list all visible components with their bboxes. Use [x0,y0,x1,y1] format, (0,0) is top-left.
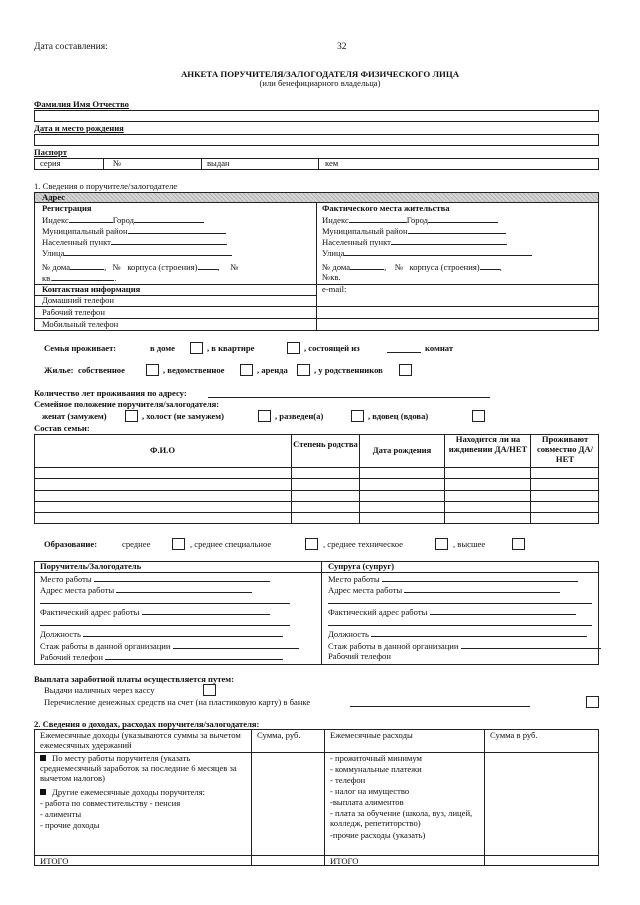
g-work-address-label: Адрес места работы [40,585,115,595]
family-col-relation: Степень родства [293,439,358,449]
birth-input[interactable] [34,134,599,146]
income-item-1: По месту работы поручителя (указать среднемесячный заработок за последние 6 месяцев за вычетом налогов) [40,753,237,783]
reg-apt-label: кв. [42,273,53,283]
address-header: Адрес [42,192,66,202]
family-row[interactable] [34,512,599,513]
act-building-no: № [394,262,404,272]
act-settlement-input[interactable] [391,237,507,245]
g-actual-address-input[interactable] [142,607,270,615]
spouse-header: Супруга (супруг) [328,561,395,571]
page-number: 32 [337,42,347,52]
reg-house-label: № дома [42,262,71,272]
income-header: Ежемесячные доходы (указываются суммы за вычетом ежемесячных удержаний [40,730,241,750]
salary-cash-checkbox[interactable] [203,684,216,696]
work-phone-label: Рабочий телефон [42,307,105,317]
act-house-input[interactable] [350,262,384,270]
family-row[interactable] [34,501,599,502]
g-work-address-input[interactable] [116,585,252,593]
reg-street-label: Улица [42,248,65,258]
section1-title: 1. Сведения о поручителе/залогодателе [34,181,178,191]
g-work-phone-input[interactable] [105,652,283,660]
living-house-label: в доме [150,343,175,353]
housing-relatives-checkbox[interactable] [399,364,412,376]
s-actual-address-input-2[interactable] [328,618,592,626]
act-index-input[interactable] [349,215,407,223]
act-building-input[interactable] [480,262,500,270]
expense-item-2: - коммунальные платежи [330,764,422,774]
reg-building-input[interactable] [198,262,218,270]
income-item-2: Другие ежемесячные доходы поручителя: [52,787,206,797]
reg-index-label: Индекс [42,215,69,225]
income-item-4: - алименты [40,809,82,819]
actual-header: Фактического места жительства [322,203,450,213]
g-work-phone-label: Рабочий телефон [40,652,103,662]
reg-index-input[interactable] [69,215,113,223]
salary-label: Выплата заработной платы осуществляется путем: [34,674,235,684]
bullet-icon [40,755,46,761]
edu-secondary-label: среднее [122,539,151,549]
g-position-input[interactable] [83,629,283,637]
salary-cash-label: Выдачи наличных через кассу [44,685,155,695]
family-col-dependent: Находится ли на иждивении ДА/НЕТ [448,434,528,454]
act-house-label: № дома [322,262,351,272]
living-house-checkbox[interactable] [190,342,203,354]
salary-bank-input[interactable] [350,699,530,707]
family-col-birth: Дата рождения [372,445,432,455]
reg-house-input[interactable] [70,262,104,270]
expense-header: Ежемесячные расходы [330,730,413,740]
income-sum-header: Сумма, руб. [257,730,301,740]
living-apartment-label: , в квартире [207,343,255,353]
act-city-label: Город [406,215,429,225]
s-workplace-label: Место работы [328,574,380,584]
s-experience-label: Стаж работы в данной организации [328,641,459,651]
housing-departmental-label: , ведомственное [163,365,225,375]
reg-building-label: корпуса (строения) [127,262,198,272]
page-subtitle: (или бенефициарного владельца) [259,78,381,88]
years-living-input[interactable] [208,390,490,398]
marital-widowed-checkbox[interactable] [472,410,485,422]
contact-header: Контактная информация [42,284,141,294]
edu-special-label: , среднее специальное [190,539,272,549]
marital-label: Семейное положение поручителя/залогодателя: [34,399,220,409]
series-label: серия [40,158,61,168]
reg-settlement-input[interactable] [111,237,227,245]
guarantor-header: Поручитель/Залогодатель [40,561,142,571]
s-position-label: Должность [328,629,369,639]
years-living-label: Количество лет проживания по адресу: [34,388,187,398]
housing-rent-label: , аренда [257,365,288,375]
edu-technical-checkbox[interactable] [435,538,448,550]
family-row[interactable] [34,478,599,479]
by-label: кем [325,158,339,168]
issued-label: выдан [207,158,230,168]
g-workplace-input[interactable] [94,574,270,582]
living-apartment-checkbox[interactable] [287,342,300,354]
s-position-input[interactable] [371,629,587,637]
housing-rent-checkbox[interactable] [297,364,310,376]
salary-transfer-checkbox[interactable] [586,696,599,708]
expense-item-7: -прочие расходы (указать) [330,830,426,840]
s-work-phone-label: Рабочий телефон [328,651,391,661]
education-label: Образование: [44,539,98,549]
s-workplace-input[interactable] [382,574,578,582]
act-city-input[interactable] [428,215,498,223]
g-experience-input[interactable] [173,641,299,649]
reg-municipal-label: Муниципальный район [42,226,128,236]
family-col-fio: Ф.И.О [149,445,176,455]
living-consisting-label: , состоящей из [304,343,360,353]
housing-departmental-checkbox[interactable] [240,364,253,376]
g-actual-address-input-2[interactable] [40,618,290,626]
act-building-label: корпуса (строения) [409,262,480,272]
marital-divorced-checkbox[interactable] [351,410,364,422]
act-index-label: Индекс [322,215,349,225]
s-actual-address-label: Фактический адрес работы [328,607,428,617]
housing-relatives-label: , у родственников [314,365,383,375]
act-street-label: Улица [322,248,345,258]
act-municipal-label: Муниципальный район [322,226,408,236]
reg-settlement-label: Населенный пункт [42,237,111,247]
rooms-input[interactable] [387,345,421,353]
family-col-cohabit: Проживают совместно ДА/НЕТ [536,434,594,464]
g-workplace-label: Место работы [40,574,92,584]
edu-secondary-checkbox[interactable] [172,538,185,550]
g-position-label: Должность [40,629,81,639]
passport-label: Паспорт [34,147,67,157]
home-phone-label: Домашний телефон [42,295,114,305]
reg-apt-input[interactable] [52,273,114,281]
marital-widowed-label: , вдовец (вдова) [368,411,429,421]
g-experience-label: Стаж работы в данной организации [40,641,171,651]
edu-higher-checkbox[interactable] [512,538,525,550]
email-label: e-mail: [322,284,347,294]
edu-technical-label: , среднее техническое [323,539,403,549]
s-work-address-input-2[interactable] [328,596,592,604]
registration-header: Регистрация [42,203,92,213]
housing-own-checkbox[interactable] [146,364,159,376]
g-work-address-input-2[interactable] [40,596,290,604]
expense-item-3: - телефон [330,775,366,785]
page-title: АНКЕТА ПОРУЧИТЕЛЯ/ЗАЛОГОДАТЕЛЯ ФИЗИЧЕСКОГО ЛИЦА [180,69,460,79]
family-row[interactable] [34,490,599,491]
marital-single-label: , холост (не замужем) [142,411,224,421]
marital-single-checkbox[interactable] [258,410,271,422]
edu-higher-label: , высшее [453,539,486,549]
s-experience-input[interactable] [461,641,601,649]
edu-special-checkbox[interactable] [305,538,318,550]
income-item-5: - прочие доходы [40,820,100,830]
act-street-input[interactable] [344,248,532,256]
expense-item-6: - плата за обучение (школа, вуз, лицей, колледж, репетиторство) [330,808,473,828]
marital-married-label: женат (замужем) [42,411,107,421]
section2-title: 2. Сведения о доходах, расходах поручителя/залогодателя: [34,719,260,729]
birth-label: Дата и место рождения [34,123,124,133]
reg-city-input[interactable] [134,215,204,223]
family-label: Состав семьи: [34,423,90,433]
s-actual-address-input[interactable] [430,607,576,615]
date-label: Дата составления: [34,42,108,52]
expense-sum-header: Сумма в руб. [490,730,538,740]
act-settlement-label: Населенный пункт [322,237,391,247]
expense-total-label: ИТОГО [330,856,359,866]
s-work-address-input[interactable] [404,585,560,593]
marital-divorced-label: , разведен(а) [275,411,324,421]
housing-label: Жилье: [44,365,74,375]
rooms-label: комнат [425,343,454,353]
act-municipal-input[interactable] [408,226,506,234]
reg-city-label: Город [112,215,135,225]
g-actual-address-label: Фактический адрес работы [40,607,140,617]
salary-transfer-label: Перечисление денежных средств на счет (на пластиковую карту) в банке [44,697,311,707]
family-living-label: Семья проживает: [44,343,117,353]
number-label: № [113,158,122,168]
bullet-icon [40,789,46,795]
s-work-address-label: Адрес места работы [328,585,403,595]
reg-street-input[interactable] [64,248,232,256]
address-header-shade [35,193,598,202]
mobile-phone-label: Мобильный телефон [42,319,119,329]
act-apt-label: №кв. [322,272,341,282]
fio-input[interactable] [34,110,599,122]
expense-item-5: -выплата алиментов [330,797,404,807]
fio-label: Фамилия Имя Отчество [34,99,129,109]
housing-own-label: собственное [78,365,125,375]
reg-building-no: № [112,262,121,272]
reg-municipal-input[interactable] [128,226,226,234]
expense-item-4: - налог на имущество [330,786,410,796]
income-item-3: - работа по совместительству - пенсия [40,798,181,808]
marital-married-checkbox[interactable] [125,410,138,422]
income-total-label: ИТОГО [40,856,69,866]
expense-item-1: - прожиточный минимум [330,753,422,763]
